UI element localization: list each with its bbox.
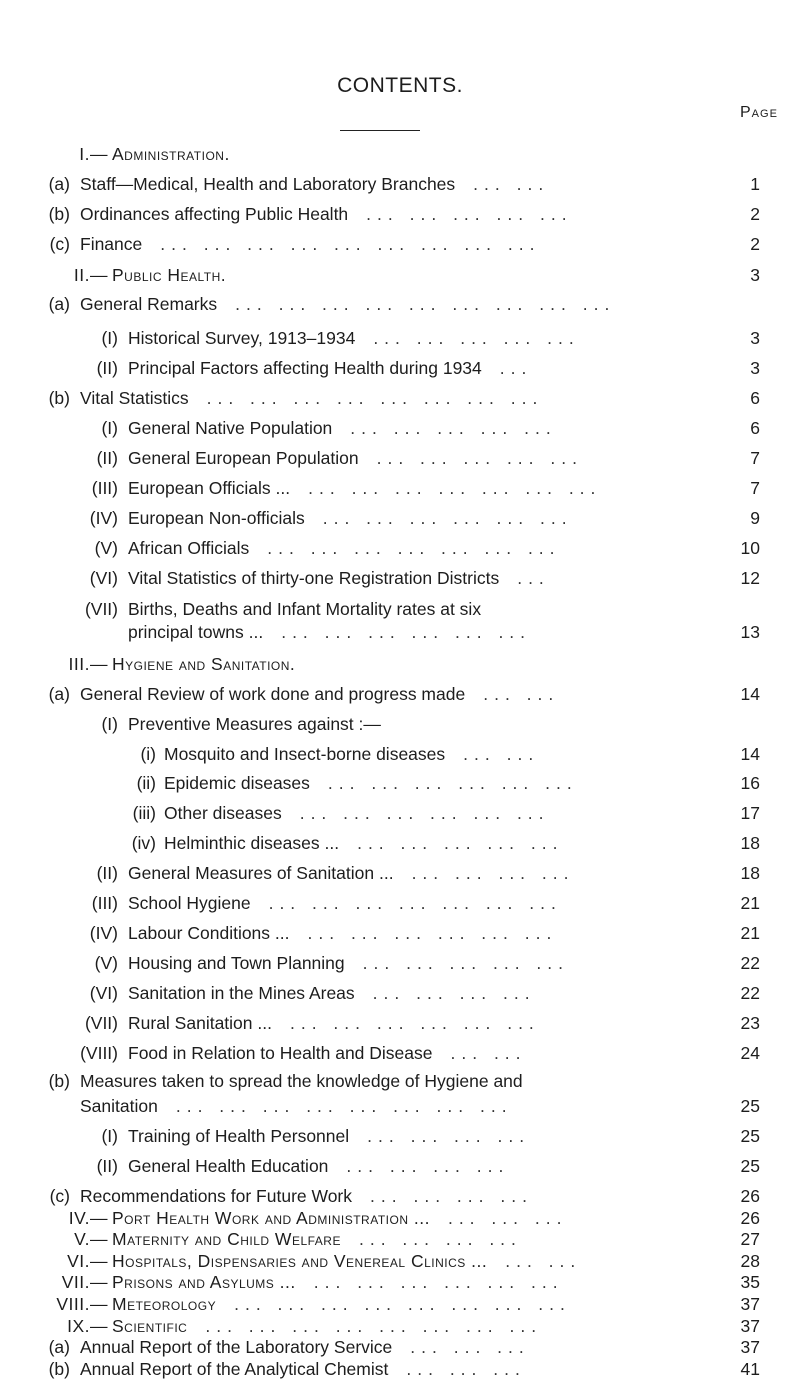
toc-entry-number: (b): [48, 204, 70, 224]
toc-entry-label: Meteorology: [112, 1294, 217, 1314]
toc-entry-label: Recommendations for Future Work: [80, 1186, 353, 1206]
toc-entry: [0, 597, 800, 621]
toc-entry: [0, 981, 800, 1005]
toc-entry: [0, 416, 800, 440]
toc-entry-number: (VI): [89, 568, 118, 588]
toc-entry-label: Vital Statistics: [80, 388, 189, 408]
toc-entry-label: Preventive Measures against :—: [128, 714, 381, 734]
toc-entry-number: (c): [49, 1186, 70, 1206]
toc-entry: [0, 712, 800, 736]
toc-entry-number: VI.—: [67, 1251, 108, 1271]
toc-entry-label: Sanitation in the Mines Areas: [128, 983, 355, 1003]
toc-entry: [0, 1154, 800, 1178]
toc-entry-page-number: 1: [750, 174, 760, 194]
toc-entry-page-number: 35: [740, 1272, 760, 1292]
toc-entry-label: Annual Report of the Analytical Chemist: [80, 1359, 389, 1379]
toc-entry: [0, 1292, 800, 1316]
toc-entry-page-number: 9: [750, 508, 760, 528]
page-column-heading: Page: [740, 104, 778, 121]
toc-entry-label: Prisons and Asylums ...: [112, 1272, 296, 1292]
toc-entry-label: Staff—Medical, Health and Laboratory Branches: [80, 174, 456, 194]
toc-entry: [0, 1069, 800, 1093]
toc-entry-number: (II): [96, 1156, 118, 1176]
toc-entry-leader-dots: ... ... ... ...: [346, 1156, 510, 1176]
toc-entry-number: (ii): [136, 773, 156, 793]
toc-entry: [0, 142, 800, 166]
toc-entry-number: VIII.—: [56, 1294, 108, 1314]
toc-entry-leader-dots: ... ... ... ...: [372, 983, 536, 1003]
toc-entry-leader-dots: ... ...: [463, 744, 540, 764]
toc-entry-leader-dots: ... ... ... ... ... ... ... ...: [175, 1096, 513, 1116]
toc-entry-label: Other diseases: [164, 803, 282, 823]
toc-entry-leader-dots: ...: [499, 358, 533, 378]
toc-entry-label: Measures taken to spread the knowledge of Hygiene and: [80, 1071, 523, 1091]
toc-entry-leader-dots: ... ... ... ...: [370, 1186, 533, 1206]
toc-entry-page-number: 13: [740, 622, 760, 642]
toc-entry-number: (II): [96, 448, 118, 468]
toc-entry-label: General European Population: [128, 448, 359, 468]
toc-entry-number: (iii): [132, 803, 156, 823]
toc-entry: [0, 386, 800, 410]
toc-entry: [0, 263, 800, 287]
toc-entry-leader-dots: ...: [517, 568, 550, 588]
toc-entry-number: (a): [48, 684, 70, 704]
toc-entry-number: II.—: [73, 265, 108, 285]
toc-entry-leader-dots: ... ... ... ... ... ... ... ...: [234, 1294, 571, 1314]
toc-entry-label: Historical Survey, 1913–1934: [128, 328, 356, 348]
toc-entry-page-number: 6: [750, 388, 760, 408]
toc-entry-leader-dots: ... ... ... ...: [411, 863, 575, 883]
toc-entry-page-number: 27: [740, 1229, 760, 1249]
toc-entry-page-number: 37: [740, 1316, 760, 1336]
toc-entry: [0, 172, 800, 196]
toc-entry-leader-dots: ... ... ... ...: [358, 1229, 522, 1249]
toc-entry-page-number: 25: [740, 1096, 760, 1116]
toc-entry: [0, 801, 800, 825]
toc-entry: [0, 771, 800, 795]
toc-entry-number: (II): [96, 358, 118, 378]
toc-entry-page-number: 2: [750, 204, 760, 224]
toc-entry-page-number: 21: [740, 923, 760, 943]
toc-entry-leader-dots: ... ... ... ... ... ... ... ... ...: [235, 294, 616, 314]
toc-entry-page-number: 10: [740, 538, 760, 558]
toc-entry-label: Public Health.: [112, 265, 227, 285]
toc-entry: [0, 1011, 800, 1035]
toc-entry-label: Mosquito and Insect-borne diseases: [164, 744, 446, 764]
toc-entry-number: (c): [49, 234, 70, 254]
toc-entry-label: Housing and Town Planning: [128, 953, 345, 973]
toc-entry-label: General Native Population: [128, 418, 333, 438]
toc-entry-label: Labour Conditions ...: [128, 923, 290, 943]
toc-entry-label: Epidemic diseases: [164, 773, 310, 793]
toc-entry-label: School Hygiene: [128, 893, 251, 913]
toc-entry-leader-dots: ... ... ... ... ... ... ... ... ...: [160, 234, 541, 254]
toc-entry-leader-dots: ... ... ... ... ...: [373, 328, 580, 348]
toc-entry-leader-dots: ... ... ... ... ... ... ...: [268, 893, 562, 913]
toc-entry-label: Ordinances affecting Public Health: [80, 204, 349, 224]
toc-entry-leader-dots: ... ... ... ... ...: [376, 448, 583, 468]
toc-entry-page-number: 21: [740, 893, 760, 913]
toc-entry-page-number: 14: [740, 744, 760, 764]
toc-entry-number: (VII): [84, 599, 118, 619]
toc-entry-leader-dots: ... ... ...: [410, 1337, 530, 1357]
toc-entry-number: (III): [91, 478, 118, 498]
toc-entry-number: V.—: [74, 1229, 108, 1249]
toc-entry-number: (III): [91, 893, 118, 913]
toc-entry-number: (IV): [89, 508, 118, 528]
toc-entry-page-number: 26: [740, 1186, 760, 1206]
toc-entry-number: (II): [96, 863, 118, 883]
title-rule: [340, 130, 420, 131]
toc-entry-page-number: 18: [740, 863, 760, 883]
toc-entry-number: (I): [101, 714, 118, 734]
toc-entry-label: Births, Deaths and Infant Mortality rates at six: [128, 599, 482, 619]
toc-entry-label: General Health Education: [128, 1156, 329, 1176]
toc-entry-label: European Officials ...: [128, 478, 291, 498]
toc-entry-label: Sanitation: [80, 1096, 158, 1116]
toc-entry-number: (a): [48, 1337, 70, 1357]
toc-entry: [0, 1184, 800, 1208]
toc-entry-leader-dots: ... ...: [505, 1251, 582, 1271]
toc-entry: [0, 1094, 800, 1118]
toc-entry-page-number: 37: [740, 1337, 760, 1357]
toc-entry-label: Hospitals, Dispensaries and Venereal Clinics ...: [112, 1251, 488, 1271]
toc-entry-label: African Officials: [128, 538, 250, 558]
toc-entry-label: Food in Relation to Health and Disease: [128, 1043, 433, 1063]
toc-entry-page-number: 24: [740, 1043, 760, 1063]
toc-entry-page-number: 17: [740, 803, 760, 823]
toc-entry-leader-dots: ... ... ... ... ... ...: [299, 803, 550, 823]
toc-entry: [0, 891, 800, 915]
toc-entry: [0, 446, 800, 470]
toc-entry-number: (b): [48, 1071, 70, 1091]
toc-entry-page-number: 2: [750, 234, 760, 254]
toc-entry: [0, 861, 800, 885]
toc-entry: [0, 1270, 800, 1294]
toc-entry-label: Hygiene and Sanitation.: [112, 654, 296, 674]
toc-entry: [0, 951, 800, 975]
toc-entry-number: I.—: [79, 144, 108, 164]
toc-entry: [0, 620, 800, 644]
toc-entry: [0, 742, 800, 766]
toc-entry-page-number: 25: [740, 1156, 760, 1176]
toc-entry-leader-dots: ... ... ... ... ... ...: [313, 1272, 564, 1292]
toc-entry-label: Scientific: [112, 1316, 188, 1336]
toc-entry-label: principal towns ...: [128, 622, 264, 642]
toc-entry-number: (VI): [89, 983, 118, 1003]
toc-entry-label: Finance: [80, 234, 143, 254]
toc-entry-leader-dots: ... ... ... ... ... ...: [307, 923, 558, 943]
toc-entry-leader-dots: ... ... ...: [447, 1208, 568, 1228]
toc-entry-leader-dots: ... ... ... ...: [367, 1126, 531, 1146]
toc-entry-page-number: 16: [740, 773, 760, 793]
toc-entry-leader-dots: ... ... ... ... ...: [366, 204, 573, 224]
toc-entry-label: Helminthic diseases ...: [164, 833, 340, 853]
toc-entry: [0, 1124, 800, 1148]
toc-entry-number: (I): [101, 418, 118, 438]
toc-entry-page-number: 23: [740, 1013, 760, 1033]
toc-entry-number: IX.—: [67, 1316, 108, 1336]
toc-entry-label: Administration.: [112, 144, 230, 164]
toc-entry-number: VII.—: [61, 1272, 108, 1292]
toc-entry-number: (iv): [131, 833, 156, 853]
toc-entry-label: Rural Sanitation ...: [128, 1013, 272, 1033]
toc-entry-leader-dots: ... ... ... ... ...: [357, 833, 564, 853]
toc-entry-page-number: 22: [740, 983, 760, 1003]
toc-entry: [0, 1357, 800, 1381]
toc-entry-leader-dots: ... ... ... ... ...: [362, 953, 570, 973]
toc-entry-page-number: 12: [740, 568, 760, 588]
toc-entry-number: (i): [140, 744, 156, 764]
toc-entry: [0, 1041, 800, 1065]
toc-entry-number: (VIII): [80, 1043, 118, 1063]
toc-entry-leader-dots: ... ... ... ... ... ... ... ...: [206, 388, 544, 408]
toc-entry-label: Principal Factors affecting Health during 1934: [128, 358, 482, 378]
toc-entry-number: (b): [48, 388, 70, 408]
toc-entry-page-number: 28: [740, 1251, 760, 1271]
toc-entry-leader-dots: ... ...: [450, 1043, 527, 1063]
toc-entry-leader-dots: ... ... ... ... ... ... ...: [308, 478, 602, 498]
toc-entry: [0, 831, 800, 855]
toc-entry: [0, 1335, 800, 1359]
toc-entry-number: (VII): [84, 1013, 118, 1033]
toc-entry-page-number: 6: [750, 418, 760, 438]
toc-entry-number: III.—: [68, 654, 108, 674]
toc-entry-number: (a): [48, 294, 70, 314]
toc-entry-leader-dots: ... ... ...: [406, 1359, 526, 1379]
toc-entry: [0, 682, 800, 706]
toc-entry-label: General Measures of Sanitation ...: [128, 863, 394, 883]
toc-entry-page-number: 22: [740, 953, 760, 973]
toc-entry: [0, 232, 800, 256]
toc-entry: [0, 1227, 800, 1251]
toc-entry-leader-dots: ... ... ... ... ... ...: [327, 773, 578, 793]
toc-entry-page-number: 25: [740, 1126, 760, 1146]
toc-entry: [0, 476, 800, 500]
toc-entry: [0, 356, 800, 380]
toc-entry-label: General Review of work done and progress made: [80, 684, 466, 704]
toc-entry-page-number: 7: [750, 478, 760, 498]
toc-entry-number: (I): [101, 328, 118, 348]
toc-entry-page-number: 14: [740, 684, 760, 704]
toc-entry-number: IV.—: [68, 1208, 108, 1228]
toc-entry-page-number: 26: [740, 1208, 760, 1228]
toc-entry-number: (V): [94, 538, 118, 558]
toc-entry-leader-dots: ... ... ... ... ... ...: [289, 1013, 540, 1033]
toc-entry: [0, 652, 800, 676]
toc-entry-leader-dots: ... ... ... ... ... ...: [322, 508, 573, 528]
toc-entry-label: Port Health Work and Administration ...: [112, 1208, 430, 1228]
toc-entry: [0, 292, 800, 316]
toc-entry-label: General Remarks: [80, 294, 218, 314]
toc-entry-number: (a): [48, 174, 70, 194]
toc-entry-page-number: 7: [750, 448, 760, 468]
toc-entry-label: Maternity and Child Welfare: [112, 1229, 341, 1249]
toc-entry-page-number: 3: [750, 265, 760, 285]
toc-entry-number: (V): [94, 953, 118, 973]
toc-entry-leader-dots: ... ... ... ... ... ...: [281, 622, 532, 642]
toc-entry-page-number: 3: [750, 358, 760, 378]
toc-entry: [0, 202, 800, 226]
toc-entry: [0, 921, 800, 945]
toc-entry: [0, 326, 800, 350]
toc-entry: [0, 536, 800, 560]
toc-entry-page-number: 41: [740, 1359, 760, 1379]
toc-entry-leader-dots: ... ...: [483, 684, 560, 704]
toc-entry-number: (I): [101, 1126, 118, 1146]
toc-entry: [0, 566, 800, 590]
toc-entry-label: Training of Health Personnel: [128, 1126, 350, 1146]
toc-entry: [0, 506, 800, 530]
toc-entry-label: Vital Statistics of thirty-one Registration Districts: [128, 568, 500, 588]
toc-entry-label: Annual Report of the Laboratory Service: [80, 1337, 393, 1357]
toc-entry-leader-dots: ... ... ... ... ... ... ...: [267, 538, 561, 558]
toc-entry-page-number: 37: [740, 1294, 760, 1314]
toc-entry-leader-dots: ... ... ... ... ...: [350, 418, 557, 438]
toc-entry-label: European Non-officials: [128, 508, 305, 528]
toc-entry-leader-dots: ... ... ... ... ... ... ... ...: [205, 1316, 543, 1336]
toc-entry-number: (b): [48, 1359, 70, 1379]
page-title: CONTENTS.: [337, 74, 463, 97]
toc-entry-page-number: 3: [750, 328, 760, 348]
toc-entry-page-number: 18: [740, 833, 760, 853]
toc-entry-number: (IV): [89, 923, 118, 943]
toc-entry-leader-dots: ... ...: [473, 174, 550, 194]
